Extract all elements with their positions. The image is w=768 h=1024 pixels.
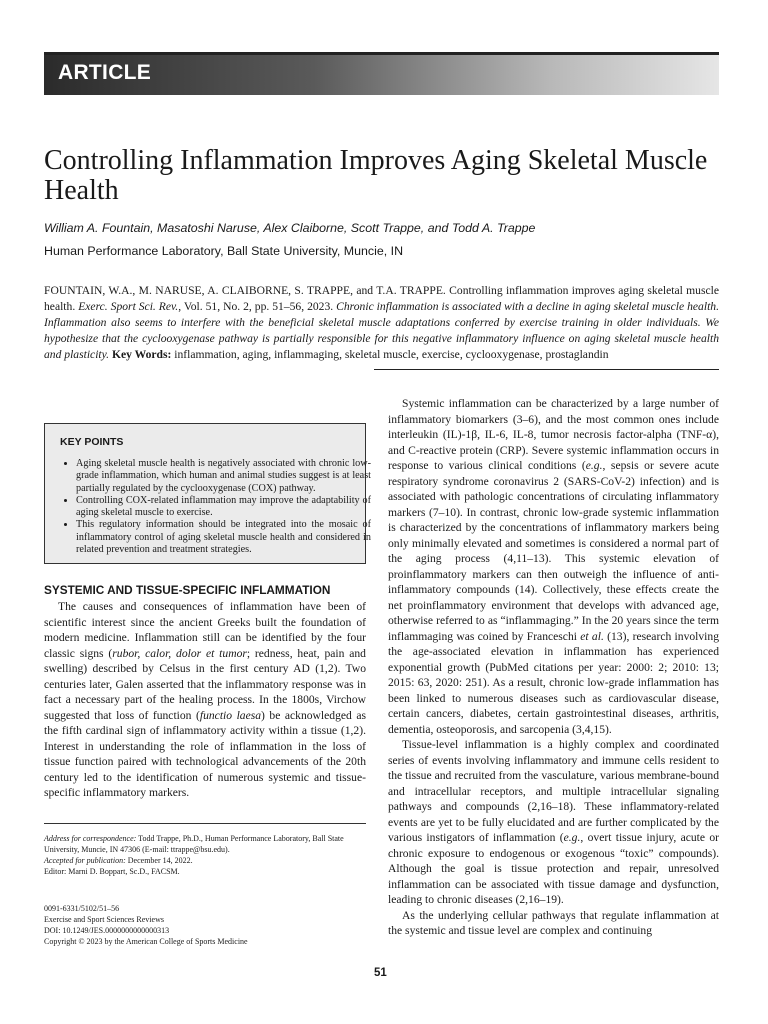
copyright: Copyright © 2023 by the American College of Sports Medicine [44,937,248,946]
banner-label: ARTICLE [58,61,152,84]
citation-authors: FOUNTAIN, W.A., M. NARUSE, A. CLAIBORNE, S. TRAPPE, and T.A. TRAPPE. Controlling inflammation improves aging skeletal muscle health. [44,284,719,313]
page-number: 51 [374,967,387,979]
italic-abbrev: e.g. [585,459,603,472]
key-point-item: • This regulatory information should be integrated into the mosaic of inflammatory control of aging skeletal muscle health and considered in related prevention and treatment strategies. [76,519,371,556]
author-list: William A. Fountain, Masatoshi Naruse, Alex Claiborne, Scott Trappe, and Todd A. Trappe [44,221,536,235]
text-run: , sepsis or severe acute respiratory syndrome coronavirus 2 (SARS-CoV-2) infection) and is associated with pathologic concentrations of circulating inflammatory markers (7–10). In contrast, chronic low-grade systemic inflammation is characterized by the concentrations of inflammatory markers being only minimally elevated and sometimes is considered a normal part of the aging process (4,11–13). This systemic elevation of proinflammatory markers can then outweigh the influence of anti-inflammatory compounds (14). Collectively, these effects create the net proinflammatory environment that develops with advanced age, otherwise referred to as “inflammaging.” In the 20 years since the term inflammaging was coined by Franceschi [388,459,719,643]
article-title: Controlling Inflammation Improves Aging Skeletal Muscle Health [44,145,708,206]
latin-term: functio laesa [199,708,262,722]
right-column-body [388,396,719,939]
keywords: inflammation, aging, inflammaging, skeletal muscle, exercise, cyclooxygenase, prostaglandin [174,348,609,361]
text-run: , overt tissue injury, acute or chronic exposure to endogenous or exogenous “toxic” compounds). Although the goal is tissue protection and repair, unresolved inflammation can be associated with tissue damage and dysfunction, leading to chronic diseases (2,16–19). [388,831,719,906]
correspondence [44,833,366,855]
issn: 0091-6331/5102/51–56 [44,904,120,913]
latin-term: rubor, calor, dolor et tumor [112,646,247,660]
italic-abbrev: et al. [580,629,604,643]
footnote-label: Address for correspondence: [44,834,137,843]
keywords-label: Key Words: [111,348,172,361]
text-run: ) be acknowledged as the fifth cardinal sign of inflammatory activity within a tissue (1,2). Interest in understanding the role of inflammation in the loss of tissue function paired with technological advancements of the 20th century led to the identification of numerous systemic and tissue-specific inflammatory markers. [44,708,366,799]
text-run: (13), research involving the age-associated elevation in inflammation has experienced exponential growth (PubMed citations per year: 2000: 2; 2010: 13; 2015: 63, 2020: 251). As a result, chronic low-grade inflammation has been linked to numerous diseases such as cardiovascular disease, certain cancers, diabetes, certain gastrointestinal diseases, arthritis, dementia, osteoporosis, and sarcopenia (3,4,15). [388,629,719,736]
footnote-text: Todd Trappe, Ph.D., Human Performance Laboratory, Ball State University, Muncie, IN 47306 (E-mail: ttrappe@bsu.edu). [44,834,344,854]
journal-abbrev: Exerc. Sport Sci. Rev. [78,300,179,313]
italic-abbrev: e.g. [563,831,581,844]
paragraph [388,737,719,908]
text-run: Tissue-level inflammation is a highly complex and coordinated series of events involving inflammatory and immune cells resident to the tissue and recruited from the vasculature, various membrane-bound and intracellular receptors, and multiple intracellular signaling pathways and compounds (2,16–18). These inflammatory-related events are yet to be fully elucidated and are further complicated by the various instigators of inflammation ( [388,738,719,844]
paragraph [44,599,366,801]
paragraph [388,396,719,737]
footnote-label: Accepted for publication: [44,856,126,865]
publication-info [44,903,366,947]
section-heading: SYSTEMIC AND TISSUE-SPECIFIC INFLAMMATION [44,583,331,597]
left-column-body [44,599,366,801]
doi: DOI: 10.1249/JES.0000000000000313 [44,926,170,935]
footnote-text: December 14, 2022. [125,856,193,865]
key-point-item: • Aging skeletal muscle health is negatively associated with chronic low-grade inflammation, which human and animal studies suggest is at least partially regulated by the cyclooxygenase (COX) pathway. [76,458,371,495]
key-point-item: • Controlling COX-related inflammation may improve the adaptability of aging skeletal muscle to exercise. [76,495,371,520]
column-rule [374,369,719,370]
accepted [44,855,366,866]
text-run: ; redness, heat, pain and swelling) described by Celsus in the first century AD (1,2). Two centuries later, Galen asserted that the inflammatory response was in fact a necessary part of the healing process. In the 1800s, Virchow suggested that loss of function ( [44,646,366,722]
volume-info: , Vol. 51, No. 2, pp. 51–56, 2023. [178,300,334,313]
journal-name: Exercise and Sport Sciences Reviews [44,915,164,924]
footnotes [44,833,366,877]
article-banner [44,55,719,95]
affiliation: Human Performance Laboratory, Ball State University, Muncie, IN [44,244,404,258]
abstract [44,283,719,363]
key-points-heading: KEY POINTS [60,436,124,448]
editor: Editor: Marni D. Boppart, Sc.D., FACSM. [44,867,180,876]
abstract-summary: Chronic inflammation is associated with a decline in aging skeletal muscle health. Inflammation also seems to interfere with the beneficial skeletal muscle adaptations conferred by exercise training in older individuals. We hypothesize that the cyclooxygenase pathway is partially responsible for this negative inflammatory influence on aging skeletal muscle health and plasticity. [44,300,719,361]
text-run: The causes and consequences of inflammation have been of scientific interest since the ancient Greeks built the foundation of modern medicine. Inflammation still can be identified by the four classic signs ( [44,600,366,660]
text-run: Systemic inflammation can be characterized by a large number of inflammatory biomarkers (3–6), and the most common ones include interleukin (IL)-1β, IL-6, IL-8, tumor necrosis factor-alpha (TNF-α), and C-reactive protein (CRP). Severe systemic inflammation occurs in response to various clinical conditions ( [388,397,719,472]
paragraph: As the underlying cellular pathways that regulate inflammation at the systemic and tissue level are complex and continuing [388,908,719,937]
key-points-list [59,458,371,556]
key-points-box [44,423,371,564]
footnote-rule [44,823,366,824]
